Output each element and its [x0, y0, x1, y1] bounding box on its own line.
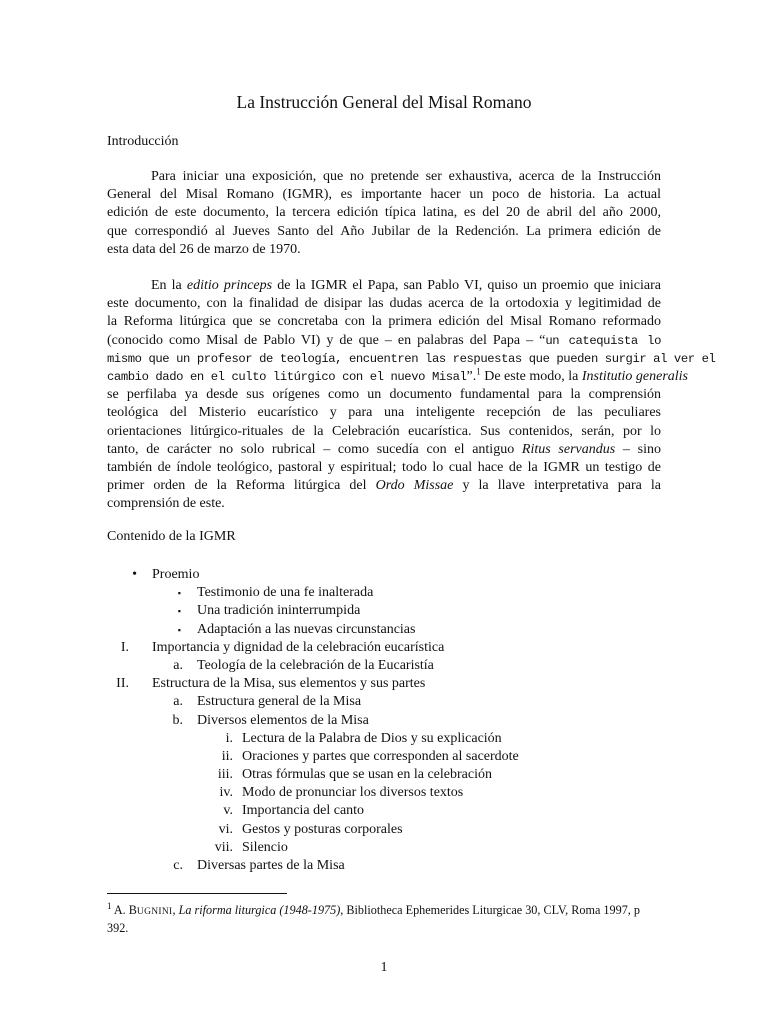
paragraph-line: comprensión de este.	[107, 496, 225, 512]
outline-item: ▪ Testimonio de una fe inalterada	[107, 584, 667, 602]
outline-item: ▪ Adaptación a las nuevas circunstancias	[107, 621, 667, 639]
outline-item: I. Importancia y dignidad de la celebración eucarística	[120, 639, 445, 655]
paragraph-line: también de índole teológico, pastoral y espiritual; todo lo cual hace de la IGMR un testigo de	[107, 459, 661, 475]
outline-item: i. Lectura de la Palabra de Dios y su explicación	[225, 730, 502, 746]
section-heading-intro: Introducción	[107, 134, 179, 149]
paragraph-line: primer orden de la Reforma litúrgica del Ordo Missae y la llave interpretativa para la	[107, 478, 662, 494]
paragraph-line: teológica del Misterio eucarístico y para una inteligente recepción de las peculiares	[107, 405, 661, 421]
square-bullet-icon: ▪	[177, 588, 181, 599]
bullet-icon: •	[132, 567, 137, 582]
square-bullet-icon: ▪	[177, 606, 181, 617]
outline-item: a. Teología de la celebración de la Eucaristía	[173, 657, 434, 673]
paragraph-line: que correspondió al Jueves Santo del Año Jubilar de la Redención. La primera edición de	[107, 223, 661, 239]
outline-item: c. Diversas partes de la Misa	[173, 858, 345, 873]
outline-item: ii. Oraciones y partes que corresponden al sacerdote	[221, 748, 519, 764]
paragraph-line: cambio dado en el culto litúrgico con el nuevo Misal”.$^1$ De este modo, la Institutio generalis	[107, 366, 688, 384]
paragraph-line: General del Misal Romano (IGMR), es importante hacer un poco de historia. La actual	[107, 187, 661, 203]
paragraph-line: orientaciones litúrgico-rituales de la Celebración eucarística. Sus contenidos, serán, por lo	[107, 423, 661, 439]
outline-item: iii. Otras fórmulas que se usan en la celebración	[217, 767, 492, 783]
square-bullet-icon: ▪	[177, 624, 181, 635]
outline-item: II. Estructura de la Misa, sus elementos y sus partes	[116, 676, 426, 692]
paragraph-line: este documento, con la finalidad de disipar las dudas acerca de la ortodoxia y legitimidad de	[107, 296, 661, 312]
outline-item: iv. Modo de pronunciar los diversos textos	[219, 785, 464, 801]
paragraph-intro	[107, 168, 661, 259]
paragraph-line: En la editio princeps de la IGMR el Papa, san Pablo VI, quiso un proemio que iniciara	[151, 278, 662, 293]
outline-item: vii. Silencio	[214, 839, 288, 855]
paragraph-line: Para iniciar una exposición, que no pretende ser exhaustiva, acerca de la Instrucción	[151, 169, 661, 184]
outline-item: • Proemio	[107, 566, 667, 584]
outline-item: vi. Gestos y posturas corporales	[218, 821, 403, 837]
outline-item: b. Diversos elementos de la Misa	[172, 712, 369, 728]
paragraph-line: edición de este documento, la tercera edición típica latina, es del 20 de abril del año 2000,	[107, 205, 661, 221]
document-title: La Instrucción General del Misal Romano	[236, 92, 532, 112]
content-outline	[107, 566, 667, 875]
paragraph-line: la Reforma litúrgica que se concretaba con la primera edición del Misal Romano reformado	[107, 314, 661, 330]
outline-item: v. Importancia del canto	[223, 803, 365, 819]
paragraph-line: esta data del 26 de marzo de 1970.	[107, 241, 301, 257]
paragraph-history	[107, 277, 716, 513]
paragraph-line: (conocido como Misal de Pablo VI) y de que – en palabras del Papa – “un catequista lo	[107, 332, 661, 348]
section-heading-content: Contenido de la IGMR	[107, 529, 236, 544]
footnote: $^1$ A. BUGNINI, La riforma liturgica (1948-1975), Bibliotheca Ephemerides Liturgicae 30, CLV, Roma 1997, p 392.	[107, 900, 640, 935]
page-number: 1	[380, 960, 388, 975]
footnote-number: 1	[107, 900, 112, 911]
paragraph-line: tanto, de carácter no solo rubrical – como sucedía con el antiguo Ritus servandus – sino	[107, 441, 661, 457]
footnote-separator	[107, 893, 287, 894]
outline-item: a. Estructura general de la Misa	[173, 694, 362, 710]
paragraph-line: mismo que un profesor de teología, encuentren las respuestas que pueden surgir al ver el	[107, 351, 716, 366]
footnote-book-title: La riforma liturgica (1948-1975)	[178, 903, 341, 917]
footnote-reference[interactable]: 1	[476, 366, 481, 377]
paragraph-line: se perfilaba ya desde sus orígenes como un documento fundamental para la comprensión	[107, 387, 661, 403]
outline-item: ▪ Una tradición ininterrumpida	[107, 602, 667, 620]
